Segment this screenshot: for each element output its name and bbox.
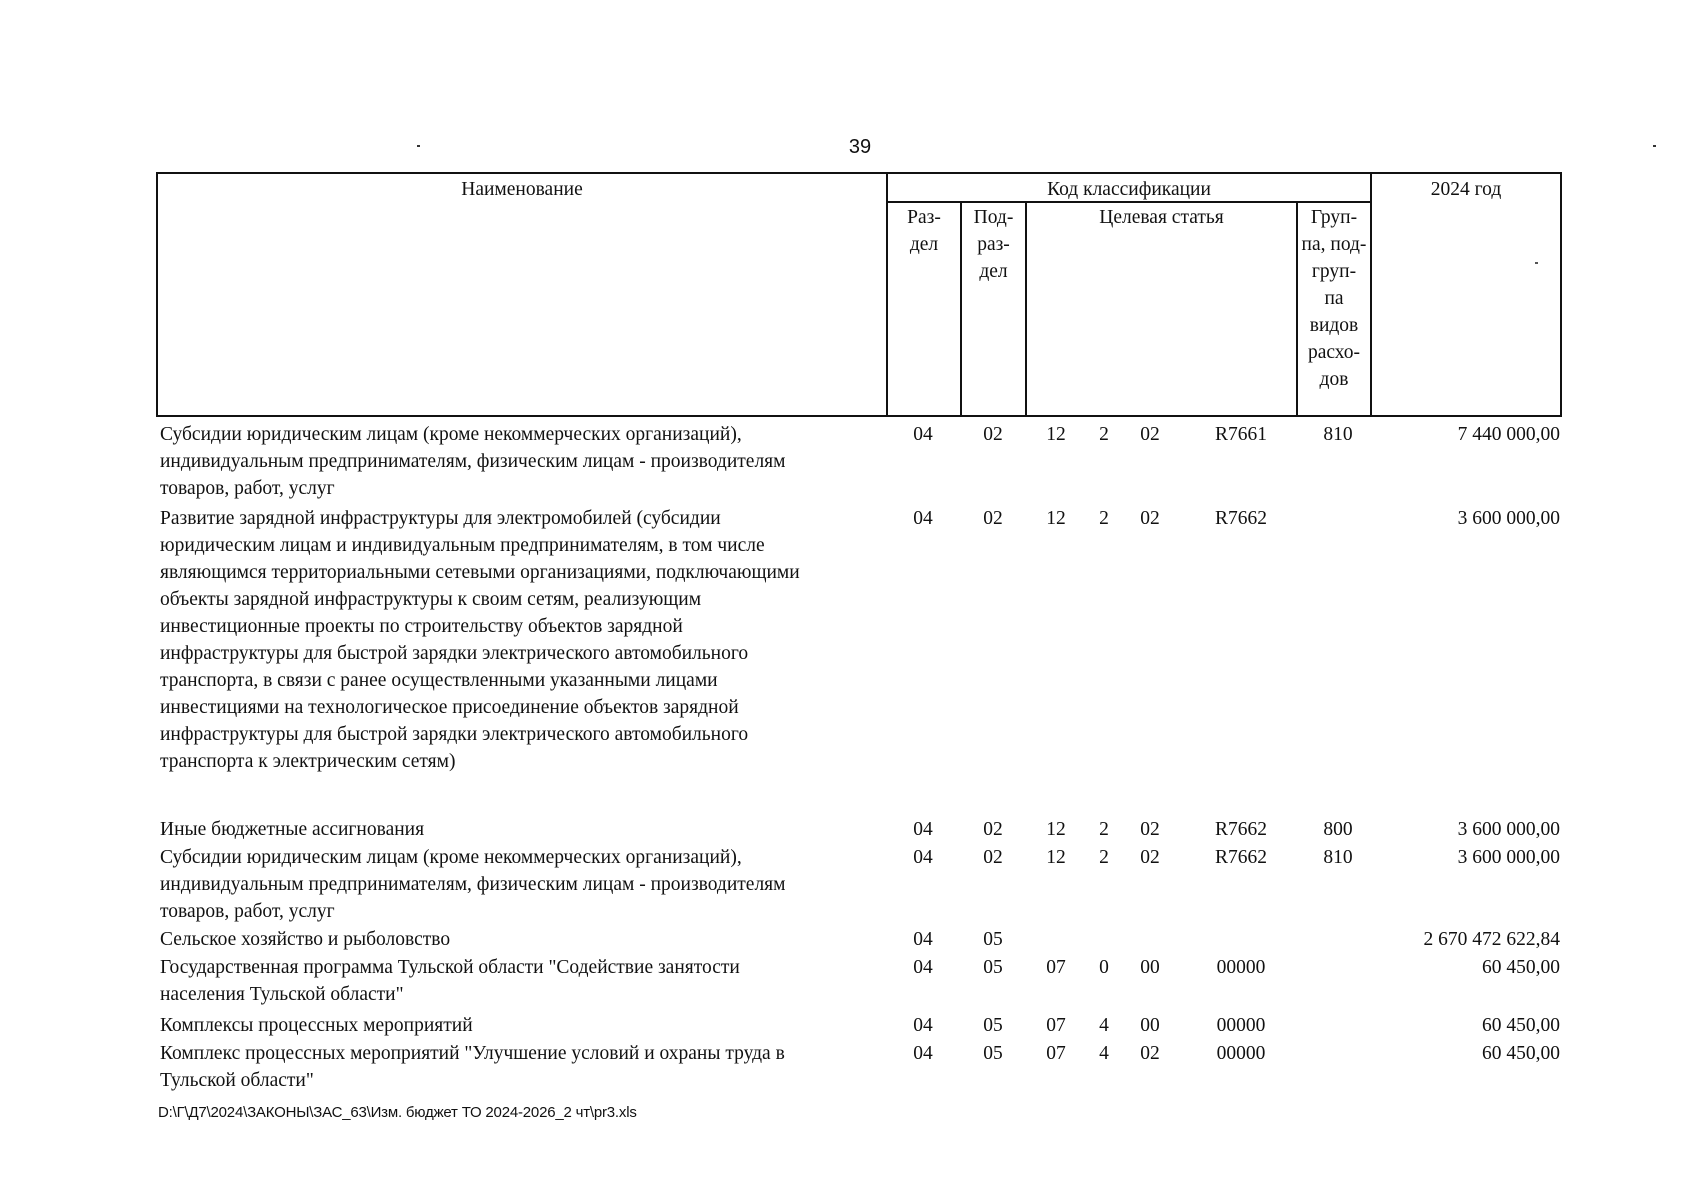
row-target-type: 4 bbox=[1099, 1043, 1109, 1064]
row-target-direction: 00000 bbox=[1216, 957, 1266, 978]
row-target-direction: 00000 bbox=[1216, 1015, 1266, 1036]
row-podrazdel: 05 bbox=[983, 1015, 1003, 1036]
header-razdel-line: Раз- bbox=[907, 207, 941, 228]
row-target-subprogram: 02 bbox=[1140, 508, 1160, 529]
row-name-line: товаров, работ, услуг bbox=[160, 478, 335, 499]
row-sum: 60 450,00 bbox=[1482, 1015, 1560, 1036]
row-target-program: 12 bbox=[1046, 424, 1066, 445]
row-razdel: 04 bbox=[913, 929, 933, 950]
row-target-direction: R7662 bbox=[1214, 508, 1267, 529]
row-podrazdel: 05 bbox=[983, 1043, 1003, 1064]
row-target-subprogram: 02 bbox=[1140, 847, 1160, 868]
row-razdel: 04 bbox=[913, 1043, 933, 1064]
header-group-line: па bbox=[1324, 288, 1344, 309]
row-razdel: 04 bbox=[913, 847, 933, 868]
col-divider bbox=[1025, 202, 1027, 417]
row-podrazdel: 05 bbox=[983, 957, 1003, 978]
header-razdel-line: дел bbox=[909, 234, 939, 255]
header-podrazdel bbox=[962, 204, 1025, 285]
row-name-line: Иные бюджетные ассигнования bbox=[160, 819, 425, 840]
header-podrazdel-line: дел bbox=[979, 261, 1008, 282]
row-name-line: юридическим лицам и индивидуальным предпринимателям, в том числе bbox=[160, 535, 765, 556]
row-name-line: транспорта к электрическим сетям) bbox=[160, 751, 456, 772]
row-razdel: 04 bbox=[913, 819, 933, 840]
row-name-line: индивидуальным предпринимателям, физическим лицам - производителям bbox=[160, 451, 786, 472]
row-target-direction: R7661 bbox=[1214, 424, 1267, 445]
row-target-subprogram: 02 bbox=[1140, 819, 1160, 840]
row-target-program: 12 bbox=[1046, 847, 1066, 868]
row-razdel: 04 bbox=[913, 424, 933, 445]
row-name-line: населения Тульской области" bbox=[160, 984, 404, 1005]
header-group-line: груп- bbox=[1311, 261, 1357, 282]
row-target-type: 2 bbox=[1099, 819, 1109, 840]
row-name bbox=[160, 1012, 880, 1039]
row-target-program: 12 bbox=[1046, 819, 1066, 840]
row-name-line: Развитие зарядной инфраструктуры для электромобилей (субсидии bbox=[160, 508, 721, 529]
header-name: Наименование bbox=[461, 179, 583, 200]
row-target-subprogram: 00 bbox=[1140, 1015, 1160, 1036]
header-razdel bbox=[888, 204, 960, 258]
row-target-subprogram: 02 bbox=[1140, 1043, 1160, 1064]
row-podrazdel: 02 bbox=[983, 847, 1003, 868]
row-name-line: Государственная программа Тульской области "Содействие занятости bbox=[160, 957, 740, 978]
row-target-type: 4 bbox=[1099, 1015, 1109, 1036]
row-target-type: 0 bbox=[1099, 957, 1109, 978]
header-target: Целевая статья bbox=[1099, 207, 1224, 228]
row-razdel: 04 bbox=[913, 957, 933, 978]
scan-speck bbox=[417, 145, 420, 147]
row-name bbox=[160, 1040, 880, 1094]
row-name bbox=[160, 954, 880, 1008]
row-sum: 7 440 000,00 bbox=[1457, 424, 1560, 445]
scan-speck bbox=[1653, 145, 1656, 147]
row-podrazdel: 02 bbox=[983, 424, 1003, 445]
row-target-program: 07 bbox=[1046, 1043, 1066, 1064]
row-name-line: транспорта, в связи с ранее осуществленными указанными лицами bbox=[160, 670, 718, 691]
row-target-type: 2 bbox=[1099, 508, 1109, 529]
row-name-line: Тульской области" bbox=[160, 1070, 314, 1091]
row-name-line: являющимся территориальными сетевыми организациями, подключающими bbox=[160, 562, 800, 583]
row-target-subprogram: 00 bbox=[1140, 957, 1160, 978]
row-expense-group: 800 bbox=[1323, 819, 1353, 840]
row-sum: 3 600 000,00 bbox=[1457, 847, 1560, 868]
row-podrazdel: 02 bbox=[983, 819, 1003, 840]
row-razdel: 04 bbox=[913, 1015, 933, 1036]
row-target-type: 2 bbox=[1099, 424, 1109, 445]
row-name-line: товаров, работ, услуг bbox=[160, 901, 335, 922]
row-podrazdel: 02 bbox=[983, 508, 1003, 529]
row-name bbox=[160, 505, 880, 775]
header-podrazdel-line: Под- bbox=[973, 207, 1014, 228]
header-group-line: расхо- bbox=[1307, 342, 1361, 363]
header-group bbox=[1298, 204, 1370, 393]
header-podrazdel-line: раз- bbox=[977, 234, 1010, 255]
row-sum: 3 600 000,00 bbox=[1457, 819, 1560, 840]
header-group-line: па, под- bbox=[1301, 234, 1367, 255]
row-name bbox=[160, 816, 880, 843]
header-code: Код классификации bbox=[1047, 179, 1211, 200]
header-year: 2024 год bbox=[1430, 179, 1502, 200]
row-target-type: 2 bbox=[1099, 847, 1109, 868]
row-razdel: 04 bbox=[913, 508, 933, 529]
row-sum: 60 450,00 bbox=[1482, 1043, 1560, 1064]
row-target-direction: R7662 bbox=[1214, 847, 1267, 868]
row-name-line: Субсидии юридическим лицам (кроме некоммерческих организаций), bbox=[160, 847, 742, 868]
row-target-program: 12 bbox=[1046, 508, 1066, 529]
row-name-line: Комплекс процессных мероприятий "Улучшение условий и охраны труда в bbox=[160, 1043, 785, 1064]
row-sum: 60 450,00 bbox=[1482, 957, 1560, 978]
row-target-subprogram: 02 bbox=[1140, 424, 1160, 445]
row-sum: 3 600 000,00 bbox=[1457, 508, 1560, 529]
table-header bbox=[156, 172, 1562, 417]
row-name-line: Комплексы процессных мероприятий bbox=[160, 1015, 473, 1036]
row-name-line: Сельское хозяйство и рыболовство bbox=[160, 929, 451, 950]
file-path-footer: D:\Г\Д7\2024\ЗАКОНЫ\ЗАС_63\Изм. бюджет ТО 2024-2026_2 чт\pr3.xls bbox=[158, 1104, 637, 1121]
header-group-line: дов bbox=[1319, 369, 1349, 390]
row-target-program: 07 bbox=[1046, 1015, 1066, 1036]
row-target-direction: R7662 bbox=[1214, 819, 1267, 840]
row-expense-group: 810 bbox=[1323, 424, 1353, 445]
row-name-line: объекты зарядной инфраструктуры к своим сетям, реализующим bbox=[160, 589, 702, 610]
row-target-program: 07 bbox=[1046, 957, 1066, 978]
row-name-line: инвестициями на технологическое присоединение объектов зарядной bbox=[160, 697, 739, 718]
row-sum: 2 670 472 622,84 bbox=[1423, 929, 1560, 950]
row-name-line: инвестиционные проекты по строительству объектов зарядной bbox=[160, 616, 683, 637]
row-name bbox=[160, 844, 880, 925]
row-target-direction: 00000 bbox=[1216, 1043, 1266, 1064]
row-name-line: Субсидии юридическим лицам (кроме некоммерческих организаций), bbox=[160, 424, 742, 445]
row-name bbox=[160, 926, 880, 953]
row-name-line: инфраструктуры для быстрой зарядки электрического автомобильного bbox=[160, 643, 749, 664]
header-group-line: видов bbox=[1309, 315, 1359, 336]
row-podrazdel: 05 bbox=[983, 929, 1003, 950]
row-name-line: индивидуальным предпринимателям, физическим лицам - производителям bbox=[160, 874, 786, 895]
header-group-line: Груп- bbox=[1310, 207, 1358, 228]
row-name-line: инфраструктуры для быстрой зарядки электрического автомобильного bbox=[160, 724, 749, 745]
page-number: 39 bbox=[848, 136, 872, 158]
col-divider bbox=[1370, 174, 1372, 417]
row-name bbox=[160, 421, 880, 502]
row-expense-group: 810 bbox=[1323, 847, 1353, 868]
